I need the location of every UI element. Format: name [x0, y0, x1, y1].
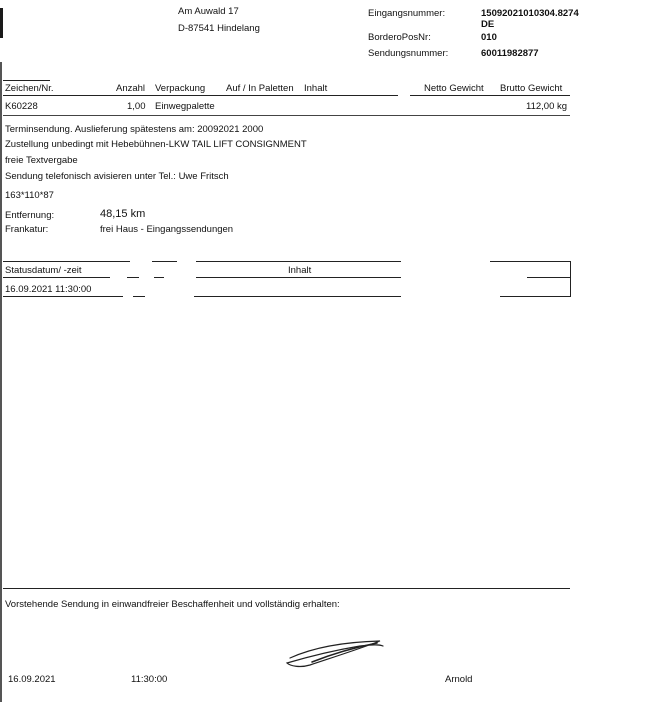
footer-date: 16.09.2021	[8, 674, 56, 685]
row-anzahl: 1,00	[127, 101, 146, 112]
status-row-date: 16.09.2021 11:30:00	[5, 284, 92, 295]
status-bottom-rule	[194, 296, 401, 297]
header-top-rule	[3, 80, 50, 81]
status-top-rule	[152, 261, 177, 262]
signature-image	[282, 634, 387, 674]
row-brutto: 112,00 kg	[526, 101, 568, 112]
status-mid-rule	[3, 277, 110, 278]
confirmation-rule	[3, 588, 570, 589]
entfernung-label: Entfernung:	[5, 210, 55, 221]
note-line: Sendung telefonisch avisieren unter Tel.: Uwe Fritsch	[5, 171, 229, 182]
status-header-date: Statusdatum/ -zeit	[5, 265, 82, 276]
col-zeichen: Zeichen/Nr.	[5, 83, 54, 94]
status-header-inhalt: Inhalt	[288, 265, 312, 276]
note-line: freie Textvergabe	[5, 155, 78, 166]
col-inhalt: Inhalt	[304, 83, 328, 94]
scan-edge-mark	[0, 8, 3, 38]
frankatur-label: Frankatur:	[5, 224, 49, 235]
scan-edge-mark	[0, 62, 2, 702]
col-anzahl: Anzahl	[116, 83, 146, 94]
col-netto: Netto Gewicht	[424, 83, 484, 94]
status-top-rule	[490, 261, 570, 262]
status-bottom-rule	[500, 296, 570, 297]
sender-city: D-87541 Hindelang	[178, 23, 260, 34]
eingang-value: 15092021010304.8274	[481, 8, 579, 19]
confirmation-text: Vorstehende Sendung in einwandfreier Beschaffenheit und vollständig erhalten:	[5, 599, 340, 610]
status-right-border	[570, 261, 571, 297]
sender-street: Am Auwald 17	[178, 6, 239, 17]
eingang-label: Eingangsnummer:	[368, 8, 446, 19]
footer-name: Arnold	[445, 674, 473, 685]
note-line: Zustellung unbedingt mit Hebebühnen-LKW TAIL LIFT CONSIGNMENT	[5, 139, 307, 150]
status-mid-rule	[196, 277, 401, 278]
status-bottom-rule	[3, 296, 123, 297]
col-verpackung: Verpackung	[155, 83, 206, 94]
status-mid-rule	[127, 277, 139, 278]
row-verpackung: Einwegpalette	[155, 101, 215, 112]
status-mid-rule	[154, 277, 164, 278]
frankatur-value: frei Haus - Eingangssendungen	[100, 224, 234, 235]
note-line: Terminsendung. Auslieferung spätestens am: 20092021 2000	[5, 124, 264, 135]
bordero-value: 010	[481, 32, 497, 43]
footer-time: 11:30:00	[131, 674, 168, 685]
bordero-label: BorderoPosNr:	[368, 32, 431, 43]
sendung-label: Sendungsnummer:	[368, 48, 449, 59]
row-zeichen: K60228	[5, 101, 38, 112]
col-brutto: Brutto Gewicht	[500, 83, 563, 94]
row-rule	[3, 115, 570, 116]
sendung-value: 60011982877	[481, 48, 539, 59]
header-rule-right	[410, 95, 570, 96]
header-rule	[3, 95, 398, 96]
status-top-rule	[3, 261, 130, 262]
status-bottom-rule	[133, 296, 145, 297]
eingang-value-cont: DE	[481, 19, 495, 30]
status-mid-rule	[527, 277, 570, 278]
note-line: 163*110*87	[5, 190, 54, 201]
status-top-rule	[196, 261, 401, 262]
entfernung-value: 48,15 km	[100, 208, 146, 220]
col-paletten: Auf / In Paletten	[226, 83, 294, 94]
